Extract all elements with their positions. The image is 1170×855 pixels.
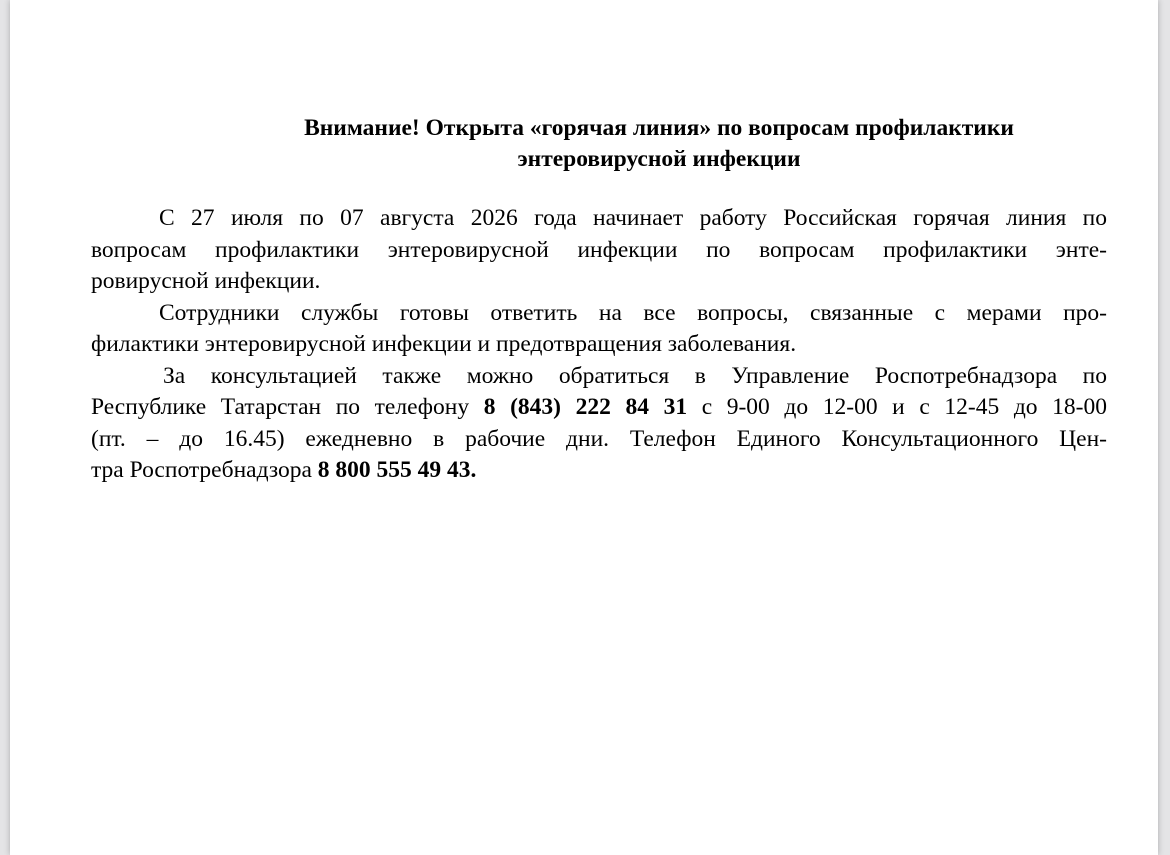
paragraph-line: вопросам профилактики энтеровирусной инфекции по вопросам профилактики энте- — [91, 236, 1107, 263]
paragraph-dates — [91, 203, 1107, 298]
paragraph-line: филактики энтеровирусной инфекции и предотвращения заболевания. — [91, 331, 797, 357]
paragraph-contacts — [91, 361, 1107, 487]
paragraph-line: (пт. – до 16.45) ежедневно в рабочие дни. Телефон Единого Консультационного Цен- — [91, 425, 1107, 452]
text-segment: с 9-00 до 12-00 и с 12-45 до 18-00 — [687, 394, 1107, 420]
document-page — [10, 0, 1158, 855]
paragraph-line: С 27 июля по 07 августа 2026 года начинает работу Российская горячая линия по — [159, 205, 1107, 231]
title-line-1: Внимание! Открыта «горячая линия» по вопросам профилактики — [304, 115, 1014, 141]
text-segment: тра Роспотребнадзора — [91, 457, 318, 483]
paragraph-line: За консультацией также можно обратиться в Управление Роспотребнадзора по — [163, 362, 1107, 389]
regional-phone-number: 8 (843) 222 84 31 — [483, 394, 688, 420]
federal-phone-number: 8 800 555 49 43. — [317, 457, 477, 483]
document-title — [10, 113, 1158, 175]
paragraph-line: Сотрудники службы готовы ответить на все вопросы, связанные с мерами про- — [159, 299, 1107, 326]
title-line-2: энтеровирусной инфекции — [517, 146, 801, 172]
paragraph-staff — [91, 298, 1107, 361]
paragraph-line — [91, 455, 1107, 487]
text-segment: Республике Татарстан по телефону — [91, 394, 484, 420]
document-body — [91, 203, 1107, 487]
paragraph-line — [91, 392, 1107, 424]
paragraph-line: ровирусной инфекции. — [91, 268, 321, 294]
